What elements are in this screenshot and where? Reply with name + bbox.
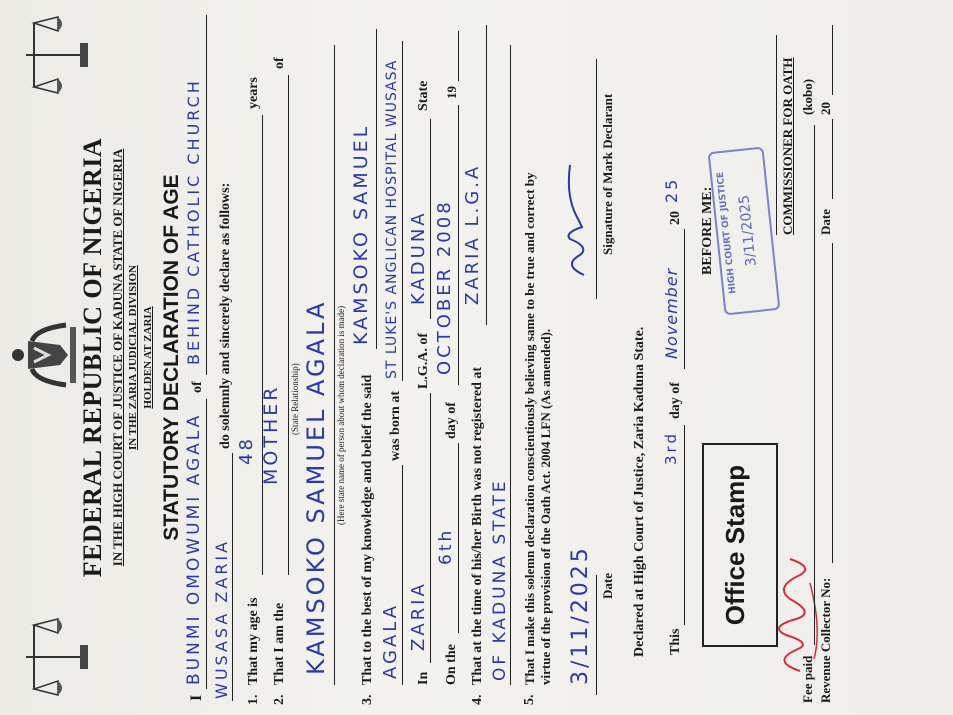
state-label: State (416, 80, 431, 111)
day-of-label-2: day of (668, 382, 683, 419)
month-line (458, 105, 459, 385)
fee-paid-label: Fee paid (800, 655, 815, 703)
item2-of: of (272, 57, 287, 69)
state-value: KADUNA (408, 210, 429, 305)
month-line-2 (684, 229, 685, 369)
on-the-label: On the (444, 644, 459, 685)
relationship-note: (State Relationship) (290, 363, 300, 435)
revenue-line (832, 243, 833, 563)
item1-number: 1. (246, 694, 261, 705)
intro-suffix: do solemnly and sincerely declare as follows: (218, 182, 233, 449)
in-label: In (416, 671, 431, 685)
fee-paid-line (814, 125, 815, 645)
document-title: STATUTORY DECLARATION OF AGE (160, 174, 183, 541)
state-line (430, 119, 431, 319)
age-value: 48 (236, 436, 257, 465)
age-line (262, 115, 263, 575)
town-line (430, 393, 431, 663)
commissioner-line (776, 35, 777, 235)
year-prefix: 20 (668, 211, 683, 225)
kobo-label: (kobo) (800, 78, 815, 115)
before-me-label: BEFORE ME: (700, 186, 715, 275)
declared-at: Declared at High Court of Justice, Zaria Kaduna State. (632, 326, 647, 657)
item4-label: That at the time of his/her Birth was not registered at (470, 366, 485, 685)
item1-label: That my age is (246, 597, 261, 685)
address-line-2 (232, 453, 233, 701)
this-day-line (684, 425, 685, 625)
year-line (458, 31, 459, 81)
said-name-line (376, 29, 377, 349)
declarant-name: BUNMI OMOWUMI AGALA (184, 412, 204, 685)
court-name: IN THE HIGH COURT OF JUSTICE OF KADUNA STATE OF NIGERIA (110, 148, 125, 567)
intro-of: of (190, 381, 205, 393)
relationship-value: MOTHER (260, 384, 282, 485)
this-day: 3rd (662, 431, 680, 465)
relationship-line (288, 75, 289, 575)
declarant-address-2: WUSASA ZARIA (212, 538, 231, 699)
stamp-date: 3/11/2025 (736, 194, 760, 268)
declared-year: 25 (662, 176, 681, 203)
item4-number: 4. (470, 694, 485, 705)
declared-month: November (662, 267, 681, 359)
birthplace: ST LUKE'S ANGLICAN HOSPITAL WUSASA (384, 59, 400, 379)
age-unit: years (246, 77, 261, 109)
division-name: IN THE ZARIA JUDICIAL DIVISION (127, 265, 139, 451)
lga-label: L.G.A. of (416, 333, 431, 389)
this-label: This (668, 628, 683, 655)
name-line (206, 399, 207, 689)
registration-line-2 (510, 45, 511, 685)
day-of-label: day of (444, 402, 459, 439)
town-value: ZARIA (408, 581, 429, 651)
date-line (596, 575, 597, 695)
date-label: Date (600, 573, 615, 599)
item3-label: That to the best of my knowledge and belief the said (360, 374, 375, 685)
coat-of-arms-emblem (8, 315, 83, 395)
day-line (458, 443, 459, 633)
year-line-2 (832, 25, 833, 95)
born-at-label: was born at (388, 390, 403, 461)
person-name: KAMSOKO SAMUEL AGALA (302, 299, 330, 675)
date-label-2: Date (818, 209, 833, 235)
date-line-2 (832, 119, 833, 199)
commissioner-label: COMMISSIONER FOR OATH (780, 57, 795, 235)
intro-prefix: I (188, 694, 205, 701)
person-line (334, 45, 335, 685)
declaration-date: 3/11/2025 (568, 545, 593, 685)
said-name-2: AGALA (380, 602, 401, 679)
registration-line (486, 25, 487, 325)
birthplace-line (402, 41, 403, 381)
item5-number: 5. (522, 694, 537, 705)
registration-place-2: OF KADUNA STATE (490, 478, 510, 681)
address-line (206, 15, 207, 375)
stamp-text: HIGH COURT OF JUSTICE (715, 171, 739, 295)
declarant-address: BEHIND CATHOLIC CHURCH (184, 78, 203, 365)
item2-number: 2. (272, 694, 287, 705)
birth-month-year: OCTOBER 2008 (434, 199, 455, 375)
mark-signature-label: Signature of Mark Declarant (600, 93, 615, 255)
item5-text: That I make this solemn declaration conscientiously believing same to be true and correct by (522, 172, 537, 685)
declarant-signature (556, 145, 601, 285)
birth-day: 6th (436, 527, 456, 565)
revenue-collector-label: Revenue Collector No: (818, 577, 833, 703)
holden-at: HOLDEN AT ZARIA (142, 306, 154, 409)
item3-number: 3. (360, 694, 375, 705)
person-note: (Here state name of person about whom declaration is made) (336, 305, 346, 525)
year-prefix-2: 20 (818, 102, 833, 115)
registration-place: ZARIA L.G.A (462, 163, 483, 305)
said-name-line-2 (402, 465, 403, 685)
office-stamp-label: Office Stamp (720, 464, 750, 626)
mark-signature-line (596, 59, 597, 299)
commissioner-stamp (708, 147, 781, 316)
country-title: FEDERAL REPUBLIC OF NIGERIA (78, 137, 107, 578)
nineteen-label: 19 (444, 86, 459, 99)
item5-text-2: virtue of the provision of the Oath Act. 2004 LFN (As amended). (538, 328, 553, 685)
said-name: KAMSOKO SAMUEL (350, 123, 372, 345)
item2-label: That I am the (272, 602, 287, 685)
